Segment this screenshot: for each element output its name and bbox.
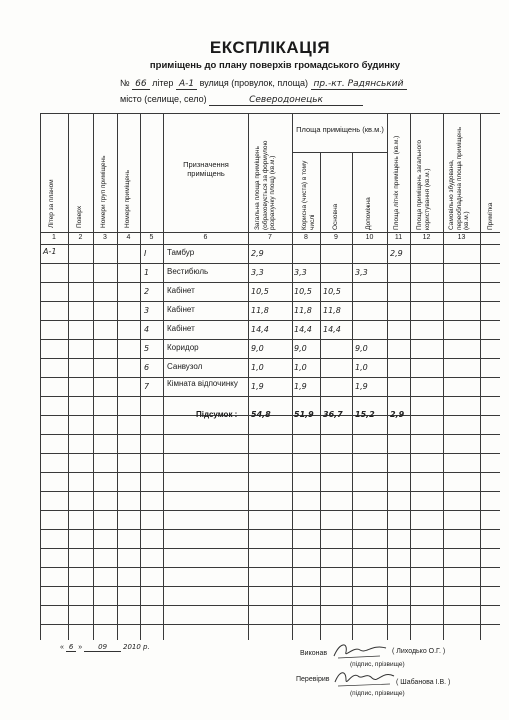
useful-area: 1,9 <box>294 382 307 391</box>
room-number: 6 <box>144 363 150 372</box>
liter-label: літер <box>152 78 174 88</box>
totals-label: Підсумок : <box>196 410 238 419</box>
col-header-group-numbers: Номери груп приміщень <box>100 155 107 228</box>
col-header-area-group: Площа приміщень (кв.м.) <box>296 125 384 134</box>
row-line <box>40 586 500 587</box>
aux-area: 1,0 <box>355 363 368 372</box>
row-line <box>40 605 500 606</box>
date-month: 09 <box>84 643 121 652</box>
room-number: 4 <box>144 325 150 334</box>
room-purpose: Кімната відпочинку <box>167 379 238 388</box>
summer-area: 2,9 <box>390 249 403 258</box>
useful-area: 1,0 <box>294 363 307 372</box>
checker-label: Перевірив <box>296 676 330 683</box>
useful-area: 9,0 <box>294 344 307 353</box>
column-number: 5 <box>149 234 154 241</box>
row-line <box>40 434 500 435</box>
col-header-purpose: Призначення приміщень <box>183 160 229 178</box>
column-number: 11 <box>394 234 403 241</box>
checker-name: ( Шабанова І.В. ) <box>396 679 451 686</box>
useful-area: 10,5 <box>294 287 312 296</box>
col-header-note: Примітка <box>487 202 494 230</box>
main-area: 10,5 <box>323 287 341 296</box>
col-header-total-area: Загальна площа приміщень (обраховується за формулою розрахунку площ) (кв.м.) <box>254 140 276 230</box>
main-area: 11,8 <box>323 306 341 315</box>
room-number: 7 <box>144 382 150 391</box>
useful-area: 3,3 <box>294 268 307 277</box>
street-label: вулиця (провулок, площа) <box>199 78 309 88</box>
table-top-border <box>40 113 500 114</box>
row-line <box>40 510 500 511</box>
liter-cell: А-1 <box>43 247 57 256</box>
row-line <box>40 339 500 340</box>
total-area: 10,5 <box>251 287 269 296</box>
date-day: 6 <box>66 643 76 652</box>
col-header-common: Площа приміщень загального користування (кв.м.) <box>416 140 431 230</box>
address-line-2 <box>120 94 460 105</box>
total-area: 1,9 <box>251 382 264 391</box>
row-line <box>40 453 500 454</box>
totals-total: 54,8 <box>251 410 271 419</box>
total-area: 11,8 <box>251 306 269 315</box>
col-header-main: Основна <box>332 203 339 230</box>
col-header-floor: Поверх <box>76 205 83 228</box>
document-date: « 6 » 09 2010 р. <box>60 643 150 651</box>
room-purpose: Вестибюль <box>167 267 209 276</box>
no-label: № <box>120 78 130 88</box>
room-number: 3 <box>144 306 150 315</box>
column-number: 7 <box>268 234 272 241</box>
column-number: 4 <box>126 234 131 241</box>
room-purpose: Коридор <box>167 343 199 352</box>
document-subtitle: приміщень до плану поверхів громадського будинку <box>149 60 401 71</box>
header-bottom-border <box>40 232 500 233</box>
column-number: 3 <box>103 234 107 241</box>
row-line <box>40 320 500 321</box>
totals-useful: 51,9 <box>294 410 314 419</box>
col-header-room-numbers: Номери приміщень <box>124 170 131 228</box>
row-line <box>40 301 500 302</box>
city-label: місто (селище, село) <box>120 94 207 104</box>
aux-area: 9,0 <box>355 344 368 353</box>
executor-caption: (підпис, прізвище) <box>350 661 405 668</box>
date-year: 2010 р. <box>122 643 150 651</box>
row-line <box>40 377 500 378</box>
house-number: 66 <box>132 79 149 90</box>
room-number: 1 <box>144 268 150 277</box>
column-number: 9 <box>334 234 338 241</box>
row-line <box>40 491 500 492</box>
room-purpose: Кабінет <box>167 305 195 314</box>
room-purpose: Кабінет <box>167 286 195 295</box>
row-line <box>40 472 500 473</box>
checker-caption: (підпис, прізвище) <box>350 690 405 697</box>
row-line <box>40 282 500 283</box>
total-area: 9,0 <box>251 344 264 353</box>
address-line-1 <box>120 78 460 89</box>
column-number: 12 <box>422 234 431 241</box>
room-number: І <box>144 249 147 258</box>
row-line <box>40 529 500 530</box>
row-line <box>40 567 500 568</box>
aux-area: 3,3 <box>355 268 368 277</box>
room-purpose: Кабінет <box>167 324 195 333</box>
col-header-liter: Літер за планом <box>48 179 55 228</box>
main-area: 14,4 <box>323 325 341 334</box>
useful-area: 14,4 <box>294 325 312 334</box>
row-line <box>40 263 500 264</box>
executor-label: Виконав <box>300 650 328 657</box>
total-area: 14,4 <box>251 325 269 334</box>
street-value: пр.-кт. Радянський <box>311 79 407 90</box>
column-number: 10 <box>365 234 374 241</box>
row-line <box>40 548 500 549</box>
aux-area: 1,9 <box>355 382 368 391</box>
executor-name: ( Лиходько О.Г. ) <box>392 648 446 655</box>
total-area: 1,0 <box>251 363 264 372</box>
totals-main: 36,7 <box>323 410 343 419</box>
row-line <box>40 396 500 397</box>
column-number: 6 <box>203 234 208 241</box>
row-line <box>40 624 500 625</box>
city-value: Северодонецьк <box>209 95 363 106</box>
col-header-auxiliary: Допоміжна <box>365 197 372 230</box>
room-purpose: Санвузол <box>167 362 203 371</box>
column-number: 1 <box>52 234 56 241</box>
totals-summer: 2,9 <box>390 410 405 419</box>
col-header-summer: Площа літніх приміщень (кв.м.) <box>393 135 400 230</box>
row-line <box>40 358 500 359</box>
group-header-line <box>292 152 387 153</box>
col-header-useful: Корисна (чиста) в тому числі <box>301 160 316 230</box>
document-title: ЕКСПЛІКАЦІЯ <box>209 38 331 57</box>
column-number: 2 <box>78 234 83 241</box>
room-purpose: Тамбур <box>167 248 195 257</box>
executor-signature <box>330 640 390 662</box>
liter-value: А-1 <box>176 79 197 90</box>
checker-signature <box>332 666 398 690</box>
useful-area: 11,8 <box>294 306 312 315</box>
column-number: 8 <box>304 234 308 241</box>
col-header-unauthorized: Самовільно збудована, переобладнана площа приміщень (кв.м.) <box>448 126 470 230</box>
total-area: 3,3 <box>251 268 264 277</box>
total-area: 2,9 <box>251 249 264 258</box>
room-number: 5 <box>144 344 150 353</box>
column-number: 13 <box>457 234 466 241</box>
colnum-bottom-border <box>40 244 500 245</box>
totals-aux: 15,2 <box>355 410 375 419</box>
room-number: 2 <box>144 287 150 296</box>
